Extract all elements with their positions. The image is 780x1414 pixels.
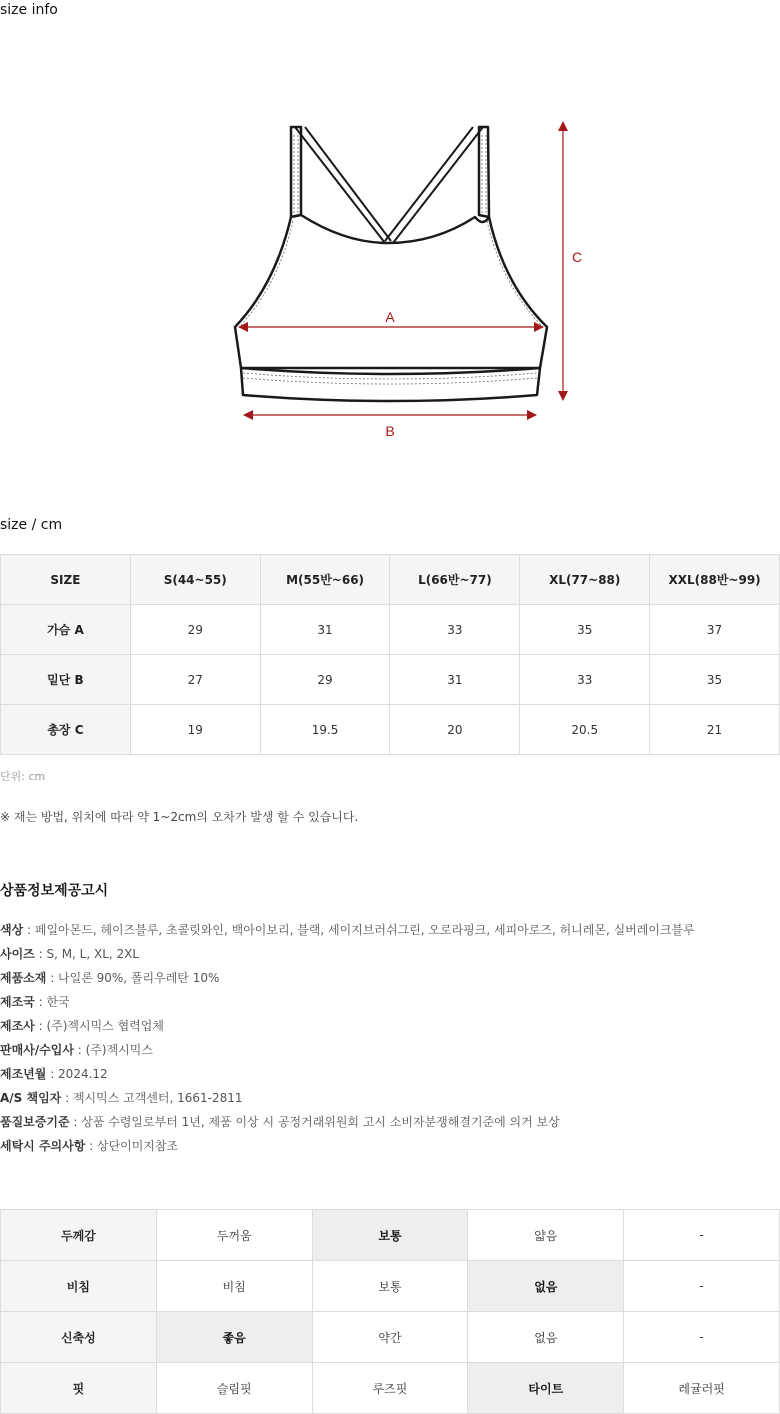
table-cell: 35 — [650, 655, 780, 705]
notice-value: : 상품 수령일로부터 1년, 제품 이상 시 공정거래위원회 고시 소비자분쟁해결기준에 의거 보상 — [69, 1115, 560, 1129]
column-header: M(55반~66) — [260, 555, 390, 605]
row-header: 밑단 B — [1, 655, 131, 705]
notice-value: : 2024.12 — [46, 1067, 108, 1081]
table-cell: 31 — [390, 655, 520, 705]
bra-outline — [235, 127, 547, 401]
option-cell: 슬림핏 — [156, 1363, 312, 1414]
table-cell: 33 — [390, 605, 520, 655]
notice-item — [0, 1038, 695, 1062]
option-cell: 두꺼움 — [156, 1210, 312, 1261]
table-cell: 31 — [260, 605, 390, 655]
table-cell: 19 — [130, 705, 260, 755]
notice-key: 품질보증기준 — [0, 1115, 70, 1129]
table-cell: 37 — [650, 605, 780, 655]
option-cell: 얇음 — [468, 1210, 624, 1261]
notice-key: 제조국 — [0, 995, 35, 1009]
table-row — [1, 1210, 780, 1261]
notice-item — [0, 966, 695, 990]
table-row — [1, 1363, 780, 1414]
notice-value: : 상단이미지참조 — [85, 1139, 179, 1153]
option-cell: 약간 — [312, 1312, 468, 1363]
option-cell: - — [624, 1210, 780, 1261]
table-cell: 27 — [130, 655, 260, 705]
notice-value: : (주)젝시믹스 — [73, 1043, 153, 1057]
notice-item — [0, 1086, 695, 1110]
option-cell: 루즈핏 — [312, 1363, 468, 1414]
option-cell: 보통 — [312, 1261, 468, 1312]
table-cell: 20.5 — [520, 705, 650, 755]
option-cell: 레귤러핏 — [624, 1363, 780, 1414]
notice-key: 판매사/수입사 — [0, 1043, 74, 1057]
fabric-feel-table — [0, 1209, 780, 1414]
table-row — [1, 655, 780, 705]
option-cell: 없음 — [468, 1312, 624, 1363]
selected-option-cell: 없음 — [468, 1261, 624, 1312]
notice-key: 색상 — [0, 923, 24, 937]
unit-note: 단위: cm — [0, 770, 46, 783]
selected-option-cell: 좋음 — [156, 1312, 312, 1363]
label-a: A — [385, 309, 395, 325]
option-cell: - — [624, 1261, 780, 1312]
table-row — [1, 705, 780, 755]
selected-option-cell: 보통 — [312, 1210, 468, 1261]
notice-item — [0, 1134, 695, 1158]
notice-value: : 나일론 90%, 폴리우레탄 10% — [46, 971, 220, 985]
notice-list — [0, 918, 695, 1158]
column-header: L(66반~77) — [390, 555, 520, 605]
notice-value: : 젝시믹스 고객센터, 1661-2811 — [61, 1091, 243, 1105]
notice-value: : 한국 — [34, 995, 70, 1009]
notice-item — [0, 942, 695, 966]
size-table-header-row — [1, 555, 780, 605]
column-header: SIZE — [1, 555, 131, 605]
notice-item — [0, 1110, 695, 1134]
notice-key: 제조년월 — [0, 1067, 47, 1081]
notice-key: 제품소재 — [0, 971, 47, 985]
table-cell: 35 — [520, 605, 650, 655]
garment-diagram — [225, 115, 585, 445]
column-header: XXL(88반~99) — [650, 555, 780, 605]
size-cm-heading: size / cm — [0, 517, 63, 533]
table-row — [1, 605, 780, 655]
notice-key: 세탁시 주의사항 — [0, 1139, 86, 1153]
table-cell: 29 — [260, 655, 390, 705]
table-cell: 29 — [130, 605, 260, 655]
notice-key: A/S 책임자 — [0, 1091, 62, 1105]
selected-option-cell: 타이트 — [468, 1363, 624, 1414]
option-cell: 비침 — [156, 1261, 312, 1312]
notice-item — [0, 990, 695, 1014]
table-cell: 20 — [390, 705, 520, 755]
label-c: C — [571, 249, 583, 265]
notice-value: : (주)젝시믹스 협력업체 — [34, 1019, 164, 1033]
column-header: XL(77~88) — [520, 555, 650, 605]
measurement-note: ※ 재는 방법, 위치에 따라 약 1~2cm의 오차가 발생 할 수 있습니다. — [0, 810, 359, 824]
table-cell: 21 — [650, 705, 780, 755]
table-cell: 19.5 — [260, 705, 390, 755]
label-b: B — [385, 423, 395, 439]
row-header: 가슴 A — [1, 605, 131, 655]
cross-straps — [295, 127, 483, 243]
notice-key: 사이즈 — [0, 947, 35, 961]
row-header: 두께감 — [1, 1210, 157, 1261]
notice-heading: 상품정보제공고시 — [0, 883, 109, 899]
size-table — [0, 554, 780, 755]
notice-item — [0, 1062, 695, 1086]
notice-item — [0, 918, 695, 942]
row-header: 총장 C — [1, 705, 131, 755]
notice-item — [0, 1014, 695, 1038]
notice-value: : 페일아몬드, 헤이즈블루, 초콜릿와인, 백아이보리, 블랙, 세이지브러쉬그린, 오로라핑크, 세피아로즈, 허니레몬, 실버레이크블루 — [23, 923, 695, 937]
row-header: 신축성 — [1, 1312, 157, 1363]
column-header: S(44~55) — [130, 555, 260, 605]
table-row — [1, 1312, 780, 1363]
option-cell: - — [624, 1312, 780, 1363]
row-header: 비침 — [1, 1261, 157, 1312]
notice-key: 제조사 — [0, 1019, 35, 1033]
notice-value: : S, M, L, XL, 2XL — [34, 947, 140, 961]
table-row — [1, 1261, 780, 1312]
size-info-heading: size info — [0, 2, 58, 18]
row-header: 핏 — [1, 1363, 157, 1414]
table-cell: 33 — [520, 655, 650, 705]
